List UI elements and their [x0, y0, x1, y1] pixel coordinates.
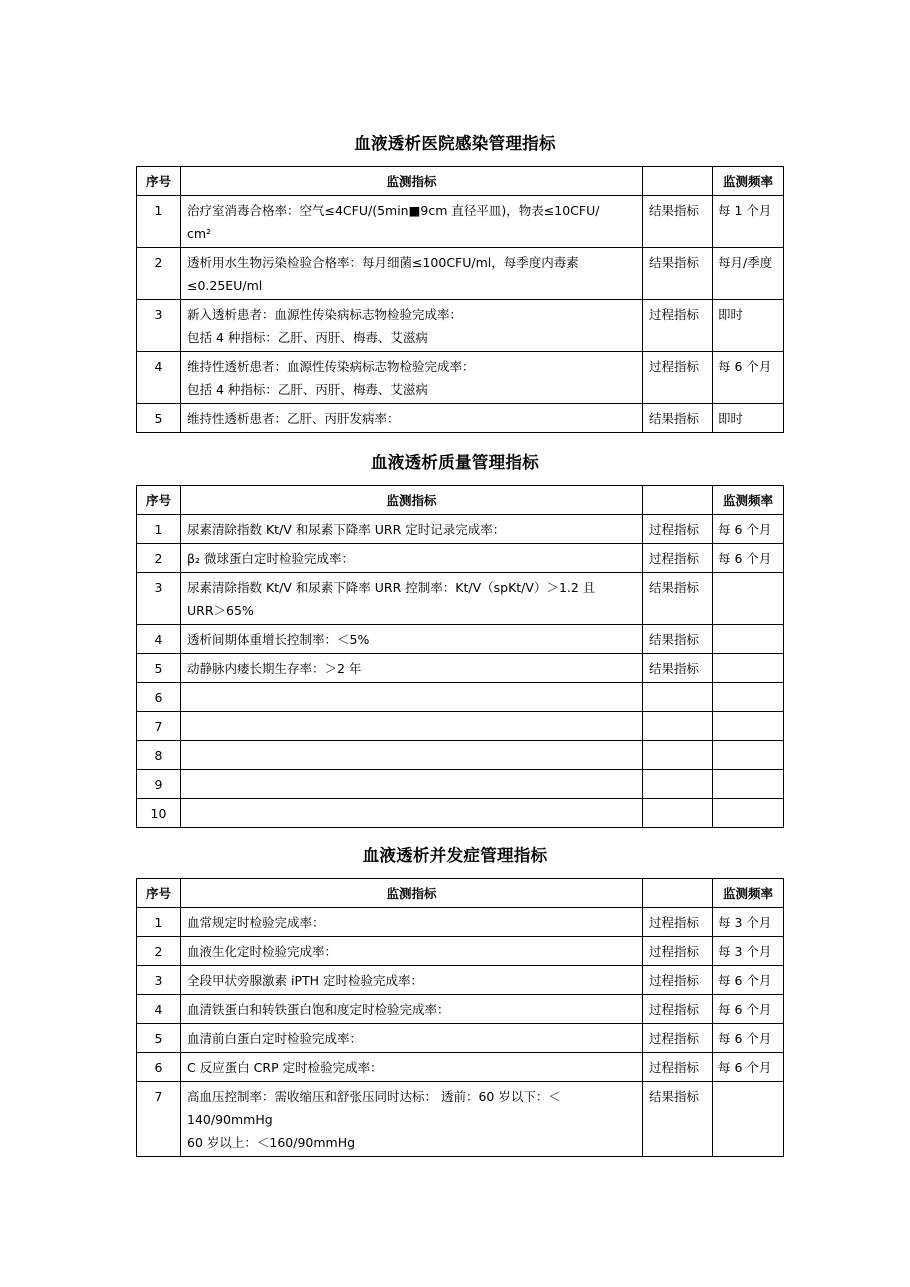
header-frequency: 监测频率	[713, 879, 784, 908]
indicator-type	[643, 770, 713, 799]
monitoring-frequency: 每 3 个月	[713, 937, 784, 966]
table-row	[137, 966, 784, 995]
header-type	[643, 167, 713, 196]
indicator-cell	[181, 683, 643, 712]
table-row	[137, 196, 784, 248]
monitoring-frequency: 每 6 个月	[713, 995, 784, 1024]
monitoring-frequency	[713, 573, 784, 625]
indicator-line: 高血压控制率：需收缩压和舒张压同时达标： 透前：60 岁以下：＜	[187, 1089, 561, 1104]
indicator-type: 过程指标	[643, 1053, 713, 1082]
indicator-cell	[181, 573, 643, 625]
row-number: 4	[137, 995, 181, 1024]
monitoring-frequency	[713, 712, 784, 741]
header-frequency: 监测频率	[713, 167, 784, 196]
indicator-type: 过程指标	[643, 300, 713, 352]
indicator-line: 包括 4 种指标：乙肝、丙肝、梅毒、艾滋病	[187, 330, 428, 345]
indicator-line: 维持性透析患者：血源性传染病标志物检验完成率：	[187, 359, 475, 374]
indicator-cell	[181, 799, 643, 828]
indicator-type: 过程指标	[643, 515, 713, 544]
indicator-type: 过程指标	[643, 966, 713, 995]
indicator-type	[643, 683, 713, 712]
header-number: 序号	[137, 879, 181, 908]
indicator-cell	[181, 712, 643, 741]
indicator-line: 140/90mmHg	[187, 1112, 273, 1127]
monitoring-frequency: 每 6 个月	[713, 544, 784, 573]
indicator-line: 透析间期体重增长控制率：＜5%	[187, 632, 370, 647]
row-number: 1	[137, 908, 181, 937]
indicator-type	[643, 799, 713, 828]
monitoring-frequency	[713, 625, 784, 654]
indicator-type	[643, 741, 713, 770]
row-number: 5	[137, 654, 181, 683]
indicator-line: 血常规定时检验完成率：	[187, 915, 325, 930]
indicator-line: 新入透析患者：血源性传染病标志物检验完成率：	[187, 307, 463, 322]
indicator-line: ≤0.25EU/ml	[187, 278, 263, 293]
indicator-cell	[181, 248, 643, 300]
row-number: 9	[137, 770, 181, 799]
indicator-type: 结果指标	[643, 573, 713, 625]
table-row	[137, 544, 784, 573]
header-number: 序号	[137, 167, 181, 196]
monitoring-frequency: 每 1 个月	[713, 196, 784, 248]
indicator-type	[643, 712, 713, 741]
monitoring-frequency	[713, 770, 784, 799]
indicator-line: 包括 4 种指标：乙肝、丙肝、梅毒、艾滋病	[187, 382, 428, 397]
indicator-line: 透析用水生物污染检验合格率：每月细菌≤100CFU/ml，每季度内毒素	[187, 255, 579, 270]
indicator-line: 维持性透析患者：乙肝、丙肝发病率：	[187, 411, 400, 426]
row-number: 3	[137, 573, 181, 625]
section-title-infection: 血液透析医院感染管理指标	[354, 134, 556, 153]
row-number: 6	[137, 1053, 181, 1082]
row-number: 3	[137, 300, 181, 352]
row-number: 2	[137, 248, 181, 300]
indicator-cell	[181, 770, 643, 799]
row-number: 8	[137, 741, 181, 770]
indicator-cell	[181, 995, 643, 1024]
indicator-line: β₂ 微球蛋白定时检验完成率：	[187, 551, 354, 566]
indicator-line: 血液生化定时检验完成率：	[187, 944, 338, 959]
row-number: 7	[137, 712, 181, 741]
indicator-line: 尿素清除指数 Kt/V 和尿素下降率 URR 控制率：Kt/V（spKt/V）＞1.2 且	[187, 580, 596, 595]
monitoring-frequency	[713, 683, 784, 712]
monitoring-frequency	[713, 741, 784, 770]
table-row	[137, 995, 784, 1024]
indicator-line: 60 岁以上：＜160/90mmHg	[187, 1135, 356, 1150]
indicator-type: 过程指标	[643, 995, 713, 1024]
indicator-line: 治疗室消毒合格率：空气≤4CFU/(5min■9cm 直径平皿)，物表≤10CFU/	[187, 203, 600, 218]
monitoring-frequency: 每月/季度	[713, 248, 784, 300]
row-number: 6	[137, 683, 181, 712]
table-row	[137, 799, 784, 828]
indicator-line: 血清前白蛋白定时检验完成率：	[187, 1031, 363, 1046]
indicator-type: 结果指标	[643, 196, 713, 248]
table-row	[137, 625, 784, 654]
indicator-line: URR＞65%	[187, 603, 254, 618]
section-title-complication: 血液透析并发症管理指标	[362, 846, 548, 865]
monitoring-frequency: 每 6 个月	[713, 1053, 784, 1082]
table-row	[137, 683, 784, 712]
monitoring-frequency: 每 6 个月	[713, 515, 784, 544]
row-number: 1	[137, 196, 181, 248]
monitoring-frequency: 即时	[713, 404, 784, 433]
indicator-type: 过程指标	[643, 544, 713, 573]
table-header-row	[137, 167, 784, 196]
row-number: 5	[137, 1024, 181, 1053]
indicator-cell	[181, 352, 643, 404]
header-indicator: 监测指标	[181, 167, 643, 196]
row-number: 2	[137, 544, 181, 573]
indicator-cell	[181, 544, 643, 573]
header-indicator: 监测指标	[181, 879, 643, 908]
indicator-cell	[181, 1082, 643, 1157]
row-number: 1	[137, 515, 181, 544]
row-number: 4	[137, 352, 181, 404]
indicator-type: 过程指标	[643, 908, 713, 937]
indicator-cell	[181, 625, 643, 654]
indicator-line: C 反应蛋白 CRP 定时检验完成率：	[187, 1060, 383, 1075]
header-type	[643, 486, 713, 515]
monitoring-frequency: 每 3 个月	[713, 908, 784, 937]
monitoring-frequency: 即时	[713, 300, 784, 352]
indicator-cell	[181, 1024, 643, 1053]
table-row	[137, 937, 784, 966]
indicator-type: 结果指标	[643, 404, 713, 433]
row-number: 7	[137, 1082, 181, 1157]
row-number: 4	[137, 625, 181, 654]
complication-indicator-table	[136, 878, 784, 1157]
monitoring-frequency	[713, 799, 784, 828]
header-frequency: 监测频率	[713, 486, 784, 515]
table-row	[137, 1053, 784, 1082]
indicator-type: 过程指标	[643, 352, 713, 404]
table-row	[137, 1024, 784, 1053]
indicator-cell	[181, 515, 643, 544]
table-row	[137, 1082, 784, 1157]
header-number: 序号	[137, 486, 181, 515]
table-row	[137, 248, 784, 300]
monitoring-frequency	[713, 654, 784, 683]
table-row	[137, 352, 784, 404]
indicator-line: 全段甲状旁腺激素 iPTH 定时检验完成率：	[187, 973, 423, 988]
table-row	[137, 908, 784, 937]
indicator-type: 结果指标	[643, 248, 713, 300]
indicator-cell	[181, 1053, 643, 1082]
indicator-cell	[181, 741, 643, 770]
table-row	[137, 654, 784, 683]
indicator-cell	[181, 196, 643, 248]
monitoring-frequency	[713, 1082, 784, 1157]
table-row	[137, 741, 784, 770]
row-number: 3	[137, 966, 181, 995]
indicator-line: 动静脉内瘘长期生存率：＞2 年	[187, 661, 362, 676]
indicator-cell	[181, 966, 643, 995]
section-title-quality: 血液透析质量管理指标	[371, 453, 539, 472]
indicator-type: 结果指标	[643, 1082, 713, 1157]
row-number: 2	[137, 937, 181, 966]
row-number: 5	[137, 404, 181, 433]
indicator-line: 血清铁蛋白和转铁蛋白饱和度定时检验完成率：	[187, 1002, 450, 1017]
indicator-type: 过程指标	[643, 1024, 713, 1053]
monitoring-frequency: 每 6 个月	[713, 966, 784, 995]
indicator-type: 结果指标	[643, 625, 713, 654]
table-row	[137, 770, 784, 799]
table-row	[137, 404, 784, 433]
table-header-row	[137, 879, 784, 908]
indicator-cell	[181, 937, 643, 966]
header-type	[643, 879, 713, 908]
header-indicator: 监测指标	[181, 486, 643, 515]
table-row	[137, 712, 784, 741]
indicator-line: cm²	[187, 226, 212, 241]
table-row	[137, 300, 784, 352]
table-row	[137, 573, 784, 625]
indicator-type: 结果指标	[643, 654, 713, 683]
indicator-type: 过程指标	[643, 937, 713, 966]
table-row	[137, 515, 784, 544]
infection-indicator-table	[136, 166, 784, 433]
indicator-cell	[181, 908, 643, 937]
indicator-cell	[181, 300, 643, 352]
table-header-row	[137, 486, 784, 515]
monitoring-frequency: 每 6 个月	[713, 352, 784, 404]
quality-indicator-table	[136, 485, 784, 828]
row-number: 10	[137, 799, 181, 828]
monitoring-frequency: 每 6 个月	[713, 1024, 784, 1053]
indicator-cell	[181, 404, 643, 433]
indicator-cell	[181, 654, 643, 683]
indicator-line: 尿素清除指数 Kt/V 和尿素下降率 URR 定时记录完成率：	[187, 522, 506, 537]
